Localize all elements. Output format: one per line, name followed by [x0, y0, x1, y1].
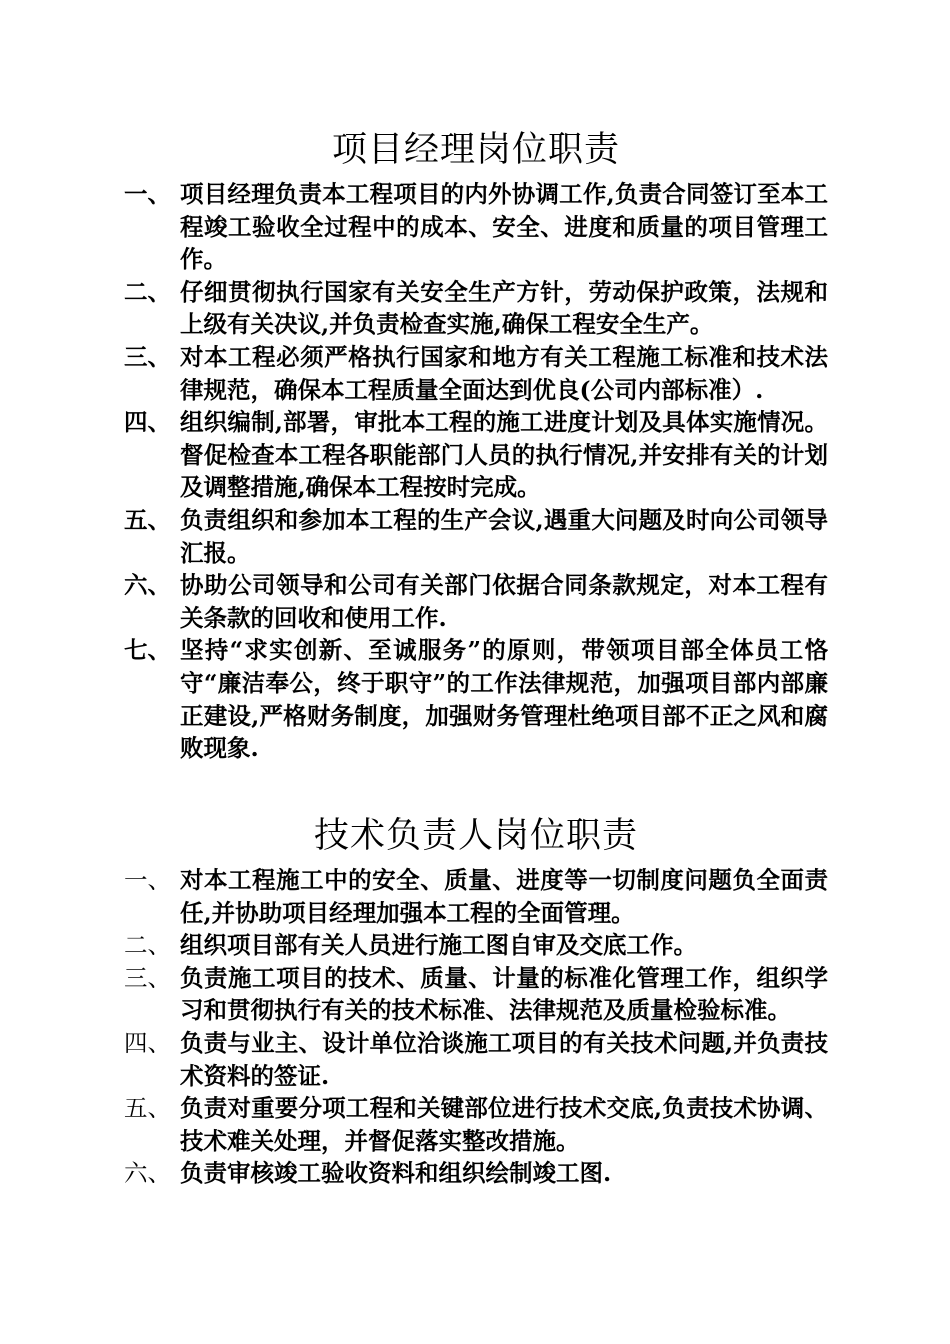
- item-text: 负责组织和参加本工程的生产会议,遇重大问题及时向公司领导汇报。: [180, 505, 828, 567]
- item-number: 三、: [124, 963, 171, 992]
- item-number: 六、: [124, 571, 171, 600]
- list-item: [124, 1157, 828, 1190]
- item-number: 一、: [124, 180, 171, 208]
- item-number: 五、: [124, 505, 171, 534]
- item-text: 负责对重要分项工程和关键部位进行技术交底,负责技术协调、技术难关处理，并督促落实整改措施。: [180, 1094, 828, 1155]
- item-number: 二、: [124, 277, 171, 306]
- item-text: 组织项目部有关人员进行施工图自审及交底工作。: [180, 931, 697, 960]
- item-number: 一、: [124, 866, 171, 894]
- list-item: [124, 1027, 828, 1092]
- item-number: 三、: [124, 342, 171, 371]
- section-title: 项目经理岗位职责: [331, 130, 620, 170]
- list-item: [124, 341, 828, 406]
- item-number: 二、: [124, 931, 171, 960]
- item-text: 对本工程施工中的安全、质量、进度等一切制度问题负全面责任,并协助项目经理加强本工程的全面管理。: [180, 866, 828, 927]
- list-item: [124, 504, 828, 569]
- list-item: [124, 178, 828, 276]
- list-item: [124, 1092, 828, 1157]
- item-number: 七、: [124, 636, 171, 665]
- item-number: 六、: [124, 1159, 171, 1188]
- item-number: 五、: [124, 1094, 171, 1123]
- item-text: 负责施工项目的技术、质量、计量的标准化管理工作，组织学习和贯彻执行有关的技术标准、法律规范及质量检验标准。: [180, 963, 828, 1025]
- list-item: [124, 929, 828, 962]
- list-item: [124, 864, 828, 929]
- list-item: [124, 634, 828, 764]
- item-text: 组织编制,部署，审批本工程的施工进度计划及具体实施情况。督促检查本工程各职能部门人员的执行情况,并安排有关的计划及调整措施,确保本工程按时完成。: [180, 408, 828, 502]
- item-text: 负责与业主、设计单位洽谈施工项目的有关技术问题,并负责技术资料的签证.: [180, 1028, 828, 1090]
- section-technical-lead: [124, 812, 828, 1190]
- item-text: 协助公司领导和公司有关部门依据合同条款规定，对本工程有关条款的回收和使用工作.: [180, 571, 828, 632]
- list-item: [124, 276, 828, 341]
- list-item: [124, 962, 828, 1027]
- item-text: 对本工程必须严格执行国家和地方有关工程施工标准和技术法律规范，确保本工程质量全面达到优良(公司内部标准）.: [180, 342, 828, 404]
- item-number: 四、: [124, 408, 171, 437]
- section-project-manager: [124, 126, 828, 765]
- item-text: 坚持“求实创新、至诚服务”的原则，带领项目部全体员工恪守“廉洁奉公，终于职守”的工作法律规范，加强项目部内部廉正建设,严格财务制度，加强财务管理杜绝项目部不正之风和腐败现象.: [180, 636, 828, 763]
- list-item: [124, 406, 828, 504]
- item-text: 仔细贯彻执行国家有关安全生产方针，劳动保护政策，法规和上级有关决议,并负责检查实施,确保工程安全生产。: [180, 277, 828, 339]
- item-number: 四、: [124, 1028, 171, 1057]
- list-item: [124, 569, 828, 634]
- item-text: 项目经理负责本工程项目的内外协调工作,负责合同签订至本工程竣工验收全过程中的成本、安全、进度和质量的项目管理工作。: [180, 180, 828, 274]
- section-title: 技术负责人岗位职责: [313, 816, 638, 856]
- item-text: 负责审核竣工验收资料和组织绘制竣工图.: [180, 1159, 612, 1188]
